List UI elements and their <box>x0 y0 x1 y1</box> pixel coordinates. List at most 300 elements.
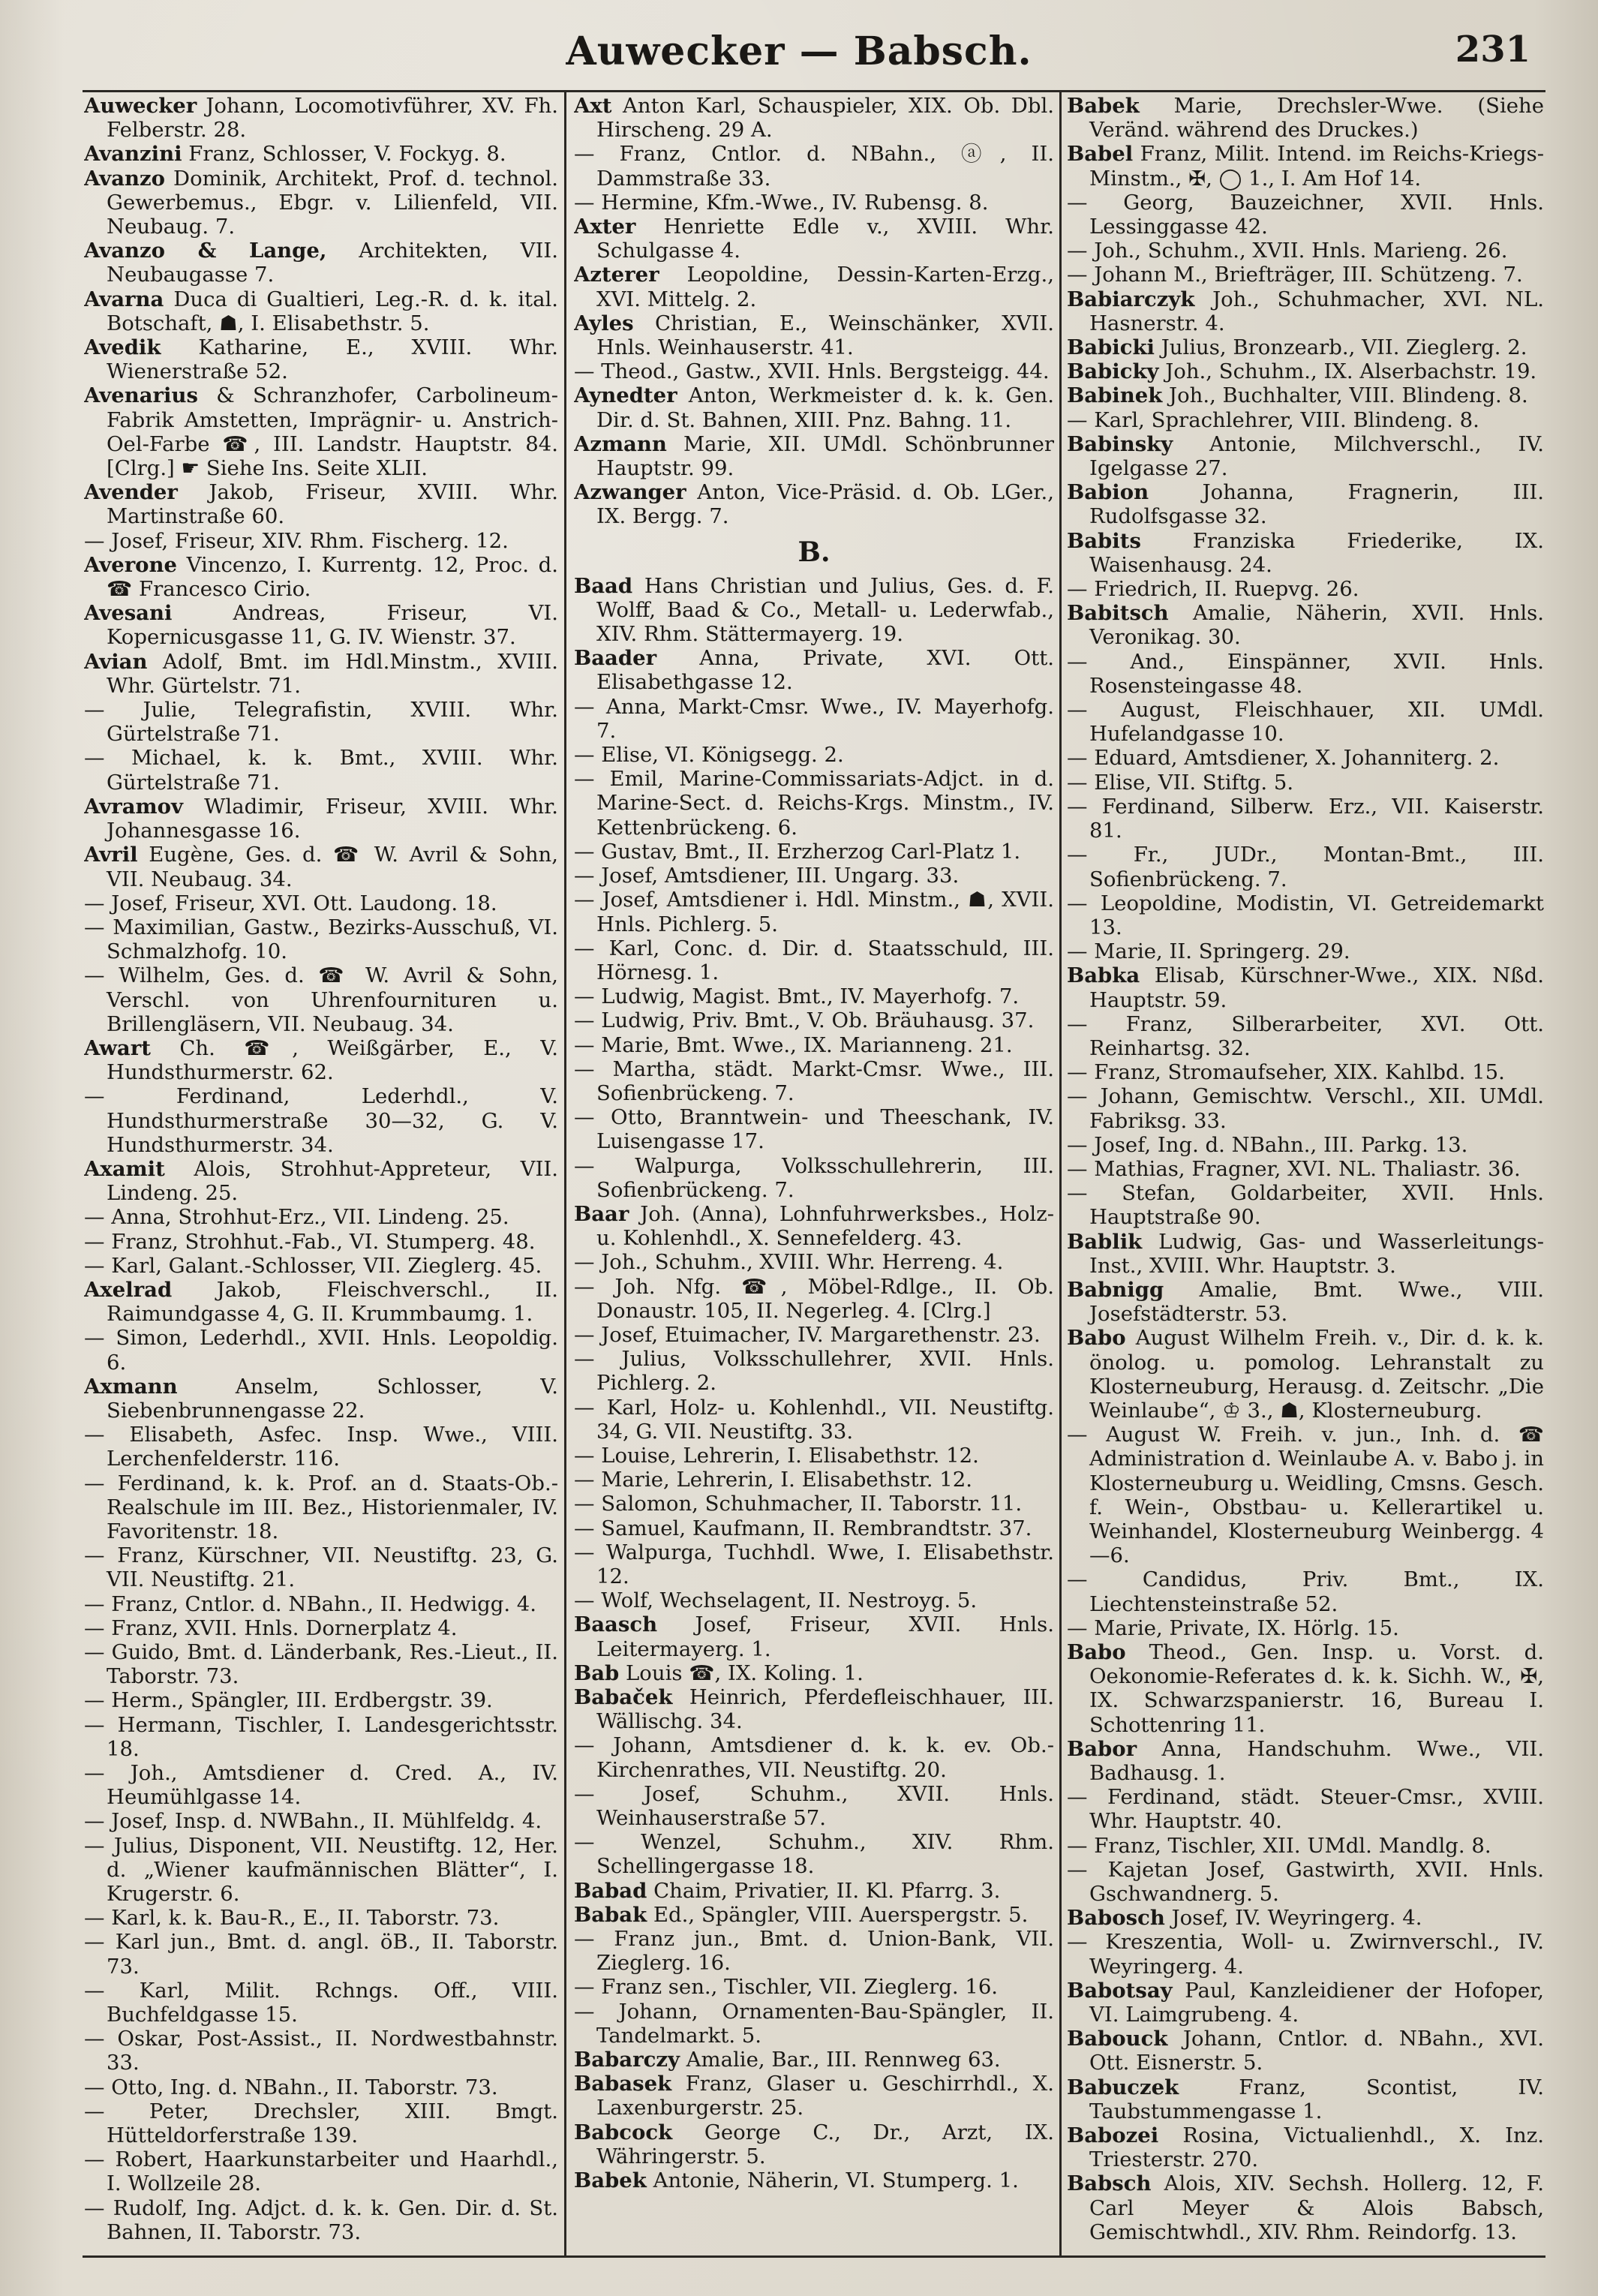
entry-surname: Babak <box>574 1902 647 1927</box>
entry-details: George C., Dr., Arzt, IX. Währingerstr. 5. <box>596 2120 1054 2168</box>
directory-entry <box>574 215 1054 263</box>
entry-details: Joh., Schuhm., IX. Alserbachstr. 19. <box>1158 359 1537 384</box>
entry-details: — Elise, VI. Königsegg. 2. <box>574 743 844 768</box>
directory-entry <box>84 1640 558 1688</box>
entry-surname: Averone <box>84 552 178 577</box>
entry-details: Josef, IV. Weyringerg. 4. <box>1164 1906 1422 1931</box>
directory-entry <box>84 1254 558 1278</box>
directory-entry <box>1067 287 1544 335</box>
directory-entry <box>574 1661 1054 1685</box>
page-header <box>0 15 1598 90</box>
entry-details: Henriette Edle v., XVIII. Whr. Schulgasse 4. <box>596 215 1054 263</box>
directory-entry <box>574 1782 1054 1830</box>
directory-entry <box>84 239 558 287</box>
entry-details: Alois, XIV. Sechsh. Hollerg. 12, F. Carl Meyer & Alois Babsch, Gemischtwhdl., XIV. Rhm. Reindorfg. 13. <box>1089 2171 1544 2244</box>
entry-details: Jakob, Fleischverschl., II. Raimundgasse 4, G. II. Krummbaumg. 1. <box>107 1277 558 1327</box>
directory-entry <box>84 1906 558 1930</box>
entry-details: — Ludwig, Priv. Bmt., V. Ob. Bräuhausg. 37. <box>574 1008 1035 1033</box>
directory-entry <box>574 1612 1054 1660</box>
entry-surname: Babsch <box>1067 2171 1152 2196</box>
entry-details: Franz, Glaser u. Geschirrhdl., X. Laxenburgerstr. 25. <box>596 2072 1054 2120</box>
directory-entry <box>84 2075 558 2099</box>
directory-entry <box>1067 1737 1544 1785</box>
entry-details: — Marie, Bmt. Wwe., IX. Marianneng. 21. <box>574 1032 1013 1057</box>
entry-details: — Elise, VII. Stiftg. 5. <box>1067 770 1294 795</box>
entry-details: — Maximilian, Gastw., Bezirks-Ausschuß, VI. Schmalzhofg. 10. <box>84 915 558 964</box>
entry-surname: Babouck <box>1067 2027 1168 2051</box>
directory-entry <box>574 432 1054 480</box>
entry-details: — Salomon, Schuhmacher, II. Taborstr. 11. <box>574 1492 1023 1516</box>
entry-details: Amalie, Bmt. Wwe., VIII. Josefstädterstr. 53. <box>1089 1277 1544 1327</box>
entry-details: — Karl, Galant.-Schlosser, VII. Zieglerg. 45. <box>84 1253 542 1278</box>
directory-entry <box>84 1326 558 1374</box>
entry-details: — Eduard, Amtsdiener, X. Johanniterg. 2. <box>1067 746 1500 771</box>
header-rule <box>83 90 1545 92</box>
entry-details: — Peter, Drechsler, XIII. Bmgt. Hütteldorferstraße 139. <box>84 2099 558 2148</box>
entry-details: — Stefan, Goldarbeiter, XVII. Hnls. Hauptstraße 90. <box>1067 1181 1544 1230</box>
entry-details: — Joh., Amtsdiener d. Cred. A., IV. Heumühlgasse 14. <box>84 1761 558 1810</box>
directory-entry <box>574 1323 1054 1347</box>
directory-entry <box>1067 1157 1544 1181</box>
entry-details: Alois, Strohhut-Appreteur, VII. Lindeng. 25. <box>107 1156 558 1206</box>
directory-entry <box>84 1543 558 1591</box>
entry-details: Amalie, Näherin, XVII. Hnls. Veronikag. 30. <box>1089 601 1544 650</box>
directory-entry <box>84 1979 558 2027</box>
entry-surname: Baasch <box>574 1612 658 1637</box>
entry-details: — Josef, Ing. d. NBahn., III. Parkg. 13. <box>1067 1132 1468 1157</box>
directory-entry <box>84 2196 558 2244</box>
entry-surname: Babnigg <box>1067 1277 1164 1302</box>
entry-surname: Babad <box>574 1878 647 1903</box>
entry-surname: Baar <box>574 1201 629 1226</box>
entry-details: — Ferdinand, k. k. Prof. an d. Staats-Ob.-Realschule im III. Bez., Historienmaler, IV. Favoritenstr. 18. <box>84 1471 558 1543</box>
directory-entry <box>574 840 1054 864</box>
directory-entry <box>84 1205 558 1229</box>
directory-entry <box>1067 1979 1544 2027</box>
entry-details: — Samuel, Kaufmann, II. Rembrandtstr. 37. <box>574 1516 1032 1540</box>
entry-details: Amalie, Bar., III. Rennweg 63. <box>679 2048 1001 2072</box>
entry-details: Ludwig, Gas- und Wasserleitungs-Inst., XVIII. Whr. Hauptstr. 3. <box>1089 1229 1544 1278</box>
entry-details: Christian, E., Weinschänker, XVII. Hnls. Weinhauserstr. 41. <box>596 311 1054 360</box>
directory-entry <box>574 1830 1054 1878</box>
directory-entry <box>1067 1012 1544 1060</box>
entry-details: — Josef, Amtsdiener, III. Ungarg. 33. <box>574 864 960 888</box>
entry-details: — Josef, Schuhm., XVII. Hnls. Weinhauserstraße 57. <box>574 1781 1054 1831</box>
entry-surname: Baader <box>574 646 657 671</box>
directory-entry <box>574 574 1054 647</box>
directory-entry <box>84 142 558 166</box>
entry-details: — Joh. Nfg. ☎, Möbel-Rdlge., II. Ob. Donaustr. 105, II. Negerleg. 4. [Clrg.] <box>574 1274 1054 1323</box>
entry-details: — Josef, Amtsdiener i. Hdl. Minstm., ☗, XVII. Hnls. Pichlerg. 5. <box>574 888 1054 936</box>
directory-entry <box>574 1105 1054 1153</box>
directory-entry <box>1067 1060 1544 1084</box>
directory-entry <box>574 1879 1054 1903</box>
entry-details: Paul, Kanzleidiener der Hofoper, VI. Laimgrubeng. 4. <box>1089 1978 1544 2027</box>
directory-entry <box>1067 1567 1544 1615</box>
entry-details: Joh. (Anna), Lohnfuhrwerksbes., Holz- u. Kohlenhdl., X. Sennefelderg. 43. <box>596 1201 1054 1251</box>
page-title: Auwecker — Babsch. <box>566 29 1032 74</box>
directory-entry <box>84 94 558 142</box>
directory-entry <box>1067 601 1544 649</box>
entry-details: — Wenzel, Schuhm., XIV. Rhm. Schellingergasse 18. <box>574 1830 1054 1879</box>
directory-entry <box>84 1084 558 1157</box>
directory-entry <box>84 795 558 843</box>
entry-details: — Franz, Kürschner, VII. Neustiftg. 23, G. VII. Neustiftg. 21. <box>84 1543 558 1592</box>
entry-surname: Aynedter <box>574 383 677 408</box>
directory-entry <box>574 1492 1054 1516</box>
directory-entry <box>574 94 1054 142</box>
directory-entry <box>84 746 558 794</box>
directory-entry <box>1067 746 1544 770</box>
directory-entry <box>574 1588 1054 1612</box>
entry-details: — Franz, Cntlor. d. NBahn., II. Hedwigg. 4. <box>84 1591 537 1616</box>
entry-surname: Babicky <box>1067 359 1159 384</box>
directory-entry <box>84 601 558 649</box>
directory-entry <box>1067 142 1544 190</box>
directory-column-3 <box>1067 94 1544 2255</box>
entry-details: — Gustav, Bmt., II. Erzherzog Carl-Platz 1. <box>574 839 1021 864</box>
entry-surname: Babits <box>1067 528 1141 553</box>
column-separator <box>564 90 566 2257</box>
directory-entry <box>574 1444 1054 1468</box>
entry-surname: Babek <box>574 2168 647 2193</box>
directory-entry <box>1067 1616 1544 1640</box>
directory-entry <box>574 263 1054 311</box>
entry-details: — Herm., Spängler, III. Erdbergstr. 39. <box>84 1688 493 1713</box>
entry-details: Theod., Gen. Insp. u. Vorst. d. Oekonomie-Referates d. k. k. Sichh. W., ✠, IX. Schwarzspanierstr. 16, Bureau I. Schottenring 11. <box>1089 1640 1544 1737</box>
entry-details: Louis ☎, IX. Koling. 1. <box>619 1660 864 1685</box>
directory-entry <box>1067 1278 1544 1326</box>
entry-details: — Franz jun., Bmt. d. Union-Bank, VII. Zieglerg. 16. <box>574 1927 1054 1976</box>
entry-details: Josef, Friseur, XVII. Hnls. Leitermayerg. 1. <box>596 1612 1054 1661</box>
entry-surname: Avesani <box>84 601 173 626</box>
entry-details: Elisab, Kürschner-Wwe., XIX. Nßd. Hauptstr. 59. <box>1089 963 1544 1012</box>
entry-details: — Julius, Volksschullehrer, XVII. Hnls. Pichlerg. 2. <box>574 1347 1054 1396</box>
entry-details: Andreas, Friseur, VI. Kopernicusgasse 11, G. IV. Wienstr. 37. <box>107 601 558 650</box>
entry-surname: Avanzo & Lange, <box>84 239 327 263</box>
entry-details: Franz, Milit. Intend. im Reichs-Kriegs-Minstm., ✠, ◯ 1., I. Am Hof 14. <box>1089 142 1544 191</box>
entry-details: Heinrich, Pferdefleischhauer, III. Wällischg. 34. <box>596 1685 1054 1734</box>
entry-details: — Johann M., Briefträger, III. Schützeng. 7. <box>1067 263 1523 287</box>
directory-entry <box>574 1275 1054 1323</box>
entry-details: — Marie, II. Springerg. 29. <box>1067 939 1350 964</box>
entry-details: Anselm, Schlosser, V. Siebenbrunnengasse 22. <box>107 1374 558 1423</box>
directory-entry <box>1067 263 1544 287</box>
entry-details: & Schranzhofer, Carbolineum-Fabrik Amstetten, Imprägnir- u. Anstrich-Oel-Farbe ☎, III. Landstr. Hauptstr. 84. [Clrg.] ☛ Siehe Ins. Seite XLII. <box>107 383 558 481</box>
directory-entry <box>574 1154 1054 1202</box>
entry-details: — Ludwig, Magist. Bmt., IV. Mayerhofg. 7. <box>574 984 1020 1009</box>
entry-surname: Avanzini <box>84 142 182 167</box>
entry-surname: Axter <box>574 215 636 239</box>
directory-entry <box>1067 1133 1544 1157</box>
directory-entry <box>84 1761 558 1809</box>
entry-details: — Oskar, Post-Assist., II. Nordwestbahnstr. 33. <box>84 2027 558 2075</box>
entry-details: Joh., Schuhmacher, XVI. NL. Hasnerstr. 4. <box>1089 287 1544 335</box>
entry-details: Hans Christian und Julius, Ges. d. F. Wolff, Baad & Co., Metall- u. Lederwfab., XIV. Rhm. Stättermayerg. 19. <box>596 573 1054 647</box>
directory-entry <box>1067 432 1544 480</box>
entry-details: Anna, Private, XVI. Ott. Elisabethgasse 12. <box>596 646 1054 695</box>
entry-details: Johanna, Fragnerin, III. Rudolfsgasse 32. <box>1089 480 1544 529</box>
entry-details: — Michael, k. k. Bmt., XVIII. Whr. Gürtelstraße 71. <box>84 746 558 795</box>
entry-details: Ch. ☎, Weißgärber, E., V. Hundsthurmerstr. 62. <box>107 1035 558 1085</box>
directory-entry <box>574 1733 1054 1781</box>
directory-entry <box>84 1688 558 1712</box>
directory-entry <box>84 1375 558 1423</box>
column-separator <box>1059 90 1062 2257</box>
entry-surname: Babasek <box>574 2072 672 2096</box>
directory-entry <box>1067 408 1544 432</box>
directory-entry <box>84 963 558 1036</box>
directory-entry <box>1067 1785 1544 1833</box>
directory-entry <box>84 1278 558 1326</box>
entry-surname: Bablik <box>1067 1229 1143 1254</box>
directory-entry <box>84 2099 558 2147</box>
directory-entry <box>1067 1181 1544 1229</box>
entry-details: — Johann, Ornamenten-Bau-Spängler, II. Tandelmarkt. 5. <box>574 1999 1054 2048</box>
entry-details: — Georg, Bauzeichner, XVII. Hnls. Lessinggasse 42. <box>1067 190 1544 239</box>
directory-entry <box>1067 650 1544 698</box>
directory-entry <box>84 915 558 963</box>
entry-details: — Kajetan Josef, Gastwirth, XVII. Hnls. Gschwandnerg. 5. <box>1067 1857 1544 1907</box>
directory-entry <box>84 383 558 480</box>
entry-details: — Fr., JUDr., Montan-Bmt., III. Sofienbrückeng. 7. <box>1067 843 1544 891</box>
entry-details: — Louise, Lehrerin, I. Elisabethstr. 12. <box>574 1443 979 1468</box>
directory-entry <box>1067 939 1544 963</box>
directory-entry <box>84 698 558 746</box>
directory-entry <box>1067 577 1544 601</box>
entry-details: — Wolf, Wechselagent, II. Nestroyg. 5. <box>574 1588 978 1613</box>
directory-entry <box>574 695 1054 743</box>
entry-surname: Axmann <box>84 1374 178 1399</box>
directory-entry <box>84 1471 558 1544</box>
directory-entry <box>1067 2075 1544 2123</box>
entry-details: Marie, Drechsler-Wwe. (Siehe Veränd. während des Druckes.) <box>1089 94 1544 143</box>
directory-entry <box>1067 795 1544 843</box>
entry-details: Franziska Friederike, IX. Waisenhausg. 24. <box>1089 528 1544 577</box>
entry-details: — Julius, Disponent, VII. Neustiftg. 12, Her. d. „Wiener kaufmännischen Blätter“, I. Krugerstr. 6. <box>84 1833 558 1907</box>
directory-column-2 <box>574 94 1054 2255</box>
entry-surname: Babo <box>1067 1326 1126 1351</box>
directory-entry <box>84 287 558 335</box>
directory-entry <box>574 359 1054 383</box>
directory-entry <box>1067 1640 1544 1737</box>
directory-entry <box>574 311 1054 359</box>
directory-entry <box>84 891 558 915</box>
directory-entry <box>1067 1906 1544 1930</box>
directory-entry <box>1067 1230 1544 1278</box>
entry-details: — Franz, Cntlor. d. NBahn., ⓐ, II. Dammstraße 33. <box>574 142 1054 191</box>
entry-details: — Leopoldine, Modistin, VI. Getreidemarkt 13. <box>1067 891 1544 939</box>
directory-entry <box>1067 383 1544 407</box>
directory-entry <box>84 1157 558 1205</box>
entry-surname: Babinsky <box>1067 431 1173 456</box>
directory-entry <box>84 167 558 239</box>
entry-details: Dominik, Architekt, Prof. d. technol. Gewerbemus., Ebgr. v. Lilienfeld, VII. Neubaug. 7. <box>107 166 558 239</box>
entry-details: — Karl jun., Bmt. d. angl. öB., II. Taborstr. 73. <box>84 1930 558 1979</box>
entry-surname: Babarczy <box>574 2048 680 2072</box>
directory-entry <box>574 1468 1054 1492</box>
entry-details: August Wilhelm Freih. v., Dir. d. k. k. önolog. u. pomolog. Lehranstalt zu Klosterneuburg, Herausg. d. Zeitschr. „Die Weinlaube“, ♔ 3., ☗, Klosterneuburg. <box>1089 1326 1544 1423</box>
entry-details: Anton Karl, Schauspieler, XIX. Ob. Dbl. Hirscheng. 29 A. <box>596 94 1054 143</box>
entry-details: Adolf, Bmt. im Hdl.Minstm., XVIII. Whr. Gürtelstr. 71. <box>107 649 558 698</box>
directory-entry <box>574 2000 1054 2048</box>
directory-entry <box>574 1516 1054 1540</box>
entry-surname: Avarna <box>84 287 164 311</box>
page-number: 231 <box>1455 29 1530 71</box>
entry-details: — Josef, Friseur, XVI. Ott. Laudong. 18. <box>84 891 497 915</box>
entry-details: — Joh., Schuhm., XVIII. Whr. Herreng. 4. <box>574 1250 1004 1275</box>
entry-details: — Josef, Friseur, XIV. Rhm. Fischerg. 12. <box>84 528 509 553</box>
directory-entry <box>1067 2123 1544 2171</box>
directory-entry <box>1067 963 1544 1011</box>
directory-entry <box>1067 191 1544 239</box>
entry-surname: Babozei <box>1067 2123 1159 2148</box>
entry-details: Johann, Locomotivführer, XV. Fh. Felberstr. 28. <box>107 94 558 143</box>
directory-entry <box>574 743 1054 767</box>
entry-details: Franz, Scontist, IV. Taubstummengasse 1. <box>1089 2075 1544 2123</box>
entry-details: — August W. Freih. v. jun., Inh. d. ☎ Administration d. Weinlaube A. v. Babo j. in Klosterneuburg u. Weidling, Cmsns. Gesch. f. Wein-, Obstbau- u. Kellerartikel u. Weinhandel, Klosterneuburg Weinbergg. 4—6. <box>1067 1423 1544 1568</box>
entry-details: — Anna, Markt-Cmsr. Wwe., IV. Mayerhofg. 7. <box>574 694 1054 743</box>
directory-entry <box>574 2072 1054 2120</box>
entry-details: — Friedrich, II. Ruepvg. 26. <box>1067 577 1359 602</box>
directory-entry <box>1067 1084 1544 1132</box>
directory-entry <box>1067 1326 1544 1423</box>
entry-details: — Karl, k. k. Bau-R., E., II. Taborstr. 73. <box>84 1906 500 1931</box>
entry-surname: Avedik <box>84 335 161 360</box>
entry-details: — Kreszentia, Woll- u. Zwirnverschl., IV. Weyringerg. 4. <box>1067 1930 1544 1979</box>
entry-surname: Babicki <box>1067 335 1155 360</box>
directory-entry <box>574 1903 1054 1927</box>
directory-entry <box>1067 94 1544 142</box>
entry-details: Katharine, E., XVIII. Whr. Wienerstraße 52. <box>107 335 558 384</box>
directory-entry <box>84 1036 558 1084</box>
entry-details: — Karl, Holz- u. Kohlenhdl., VII. Neustiftg. 34, G. VII. Neustiftg. 33. <box>574 1395 1054 1444</box>
entry-details: — Ferdinand, städt. Steuer-Cmsr., XVIII. Whr. Hauptstr. 40. <box>1067 1785 1544 1834</box>
directory-entry <box>574 1008 1054 1032</box>
directory-entry <box>84 1930 558 1978</box>
directory-entry <box>1067 2027 1544 2075</box>
directory-entry <box>84 843 558 891</box>
directory-entry <box>574 888 1054 936</box>
entry-details: — Theod., Gastw., XVII. Hnls. Bergsteigg. 44. <box>574 359 1050 384</box>
entry-details: — Joh., Schuhm., XVII. Hnls. Marieng. 26. <box>1067 239 1508 263</box>
directory-entry <box>1067 1930 1544 1978</box>
entry-details: — Walpurga, Volksschullehrerin, III. Sofienbrückeng. 7. <box>574 1153 1054 1202</box>
directory-entry <box>1067 698 1544 746</box>
entry-details: Anton, Werkmeister d. k. k. Gen. Dir. d. St. Bahnen, XIII. Pnz. Bahng. 11. <box>596 383 1054 432</box>
directory-entry <box>574 1250 1054 1274</box>
entry-details: Rosina, Victualienhdl., X. Inz. Triesterstr. 270. <box>1089 2123 1544 2172</box>
directory-entry <box>574 1347 1054 1395</box>
directory-entry <box>574 2168 1054 2192</box>
entry-surname: Avramov <box>84 794 183 819</box>
directory-entry <box>574 1033 1054 1057</box>
directory-entry <box>574 646 1054 694</box>
entry-surname: Babaček <box>574 1685 673 1709</box>
entry-details: Marie, XII. UMdl. Schönbrunner Hauptstr. 99. <box>596 431 1054 481</box>
entry-surname: Babek <box>1067 94 1140 118</box>
directory-entry <box>1067 771 1544 795</box>
entry-details: — Franz, Silberarbeiter, XVI. Ott. Reinhartsg. 32. <box>1067 1011 1544 1060</box>
section-heading: B. <box>797 536 831 568</box>
entry-surname: Azterer <box>574 263 659 287</box>
entry-surname: Awart <box>84 1035 151 1060</box>
directory-entry <box>574 383 1054 431</box>
entry-details: — Franz, Tischler, XII. UMdl. Mandlg. 8. <box>1067 1833 1491 1858</box>
directory-entry <box>1067 891 1544 939</box>
entry-details: — Emil, Marine-Commissariats-Adjct. in d. Marine-Sect. d. Reichs-Krgs. Minstm., IV. Kettenbrückeng. 6. <box>574 767 1054 840</box>
directory-entry <box>574 1975 1054 1999</box>
directory-entry <box>84 1423 558 1471</box>
entry-details: — Walpurga, Tuchhdl. Wwe, I. Elisabethstr. 12. <box>574 1540 1054 1588</box>
directory-column-1 <box>84 94 558 2255</box>
entry-details: — Josef, Etuimacher, IV. Margarethenstr. 23. <box>574 1322 1041 1347</box>
entry-details: Jakob, Friseur, XVIII. Whr. Martinstraße 60. <box>107 480 558 529</box>
directory-entry <box>1067 239 1544 263</box>
entry-details: — Hermann, Tischler, I. Landesgerichtsstr. 18. <box>84 1712 558 1761</box>
entry-details: Duca di Gualtieri, Leg.-R. d. k. ital. Botschaft, ☗, I. Elisabethstr. 5. <box>107 287 558 335</box>
entry-details: Johann, Cntlor. d. NBahn., XVI. Ott. Eisnerstr. 5. <box>1089 2027 1544 2075</box>
directory-entry <box>1067 2171 1544 2244</box>
directory-entry <box>574 1396 1054 1444</box>
entry-surname: Avanzo <box>84 166 165 191</box>
entry-details: — Guido, Bmt. d. Länderbank, Res.-Lieut., II. Taborstr. 73. <box>84 1640 558 1689</box>
entry-details: — Simon, Lederhdl., XVII. Hnls. Leopoldig. 6. <box>84 1326 558 1375</box>
entry-details: — Elisabeth, Asfec. Insp. Wwe., VIII. Lerchenfelderstr. 116. <box>84 1423 558 1471</box>
entry-details: — Ferdinand, Lederhdl., V. Hundsthurmerstraße 30—32, G. V. Hundsthurmerstr. 34. <box>84 1084 558 1157</box>
directory-entry <box>574 1057 1054 1105</box>
directory-entry <box>574 1927 1054 1975</box>
directory-entry <box>84 1592 558 1616</box>
directory-entry <box>574 480 1054 528</box>
directory-entry <box>1067 1858 1544 1906</box>
directory-entry <box>84 1834 558 1907</box>
directory-entry <box>574 2048 1054 2072</box>
entry-surname: Axt <box>574 94 612 118</box>
directory-entry <box>84 2027 558 2075</box>
directory-entry <box>574 864 1054 888</box>
directory-entry <box>84 650 558 698</box>
entry-details: — Johann, Amtsdiener d. k. k. ev. Ob.-Kirchenrathes, VII. Neustiftg. 20. <box>574 1733 1054 1782</box>
entry-details: — August, Fleischhauer, XII. UMdl. Hufelandgasse 10. <box>1067 698 1544 747</box>
directory-entry <box>574 984 1054 1008</box>
entry-details: — Marie, Lehrerin, I. Elisabethstr. 12. <box>574 1468 972 1492</box>
entry-surname: Avian <box>84 649 148 674</box>
entry-surname: Avender <box>84 480 178 505</box>
entry-details: — And., Einspänner, XVII. Hnls. Rosensteingasse 48. <box>1067 649 1544 698</box>
directory-entry <box>1067 480 1544 528</box>
directory-entry <box>84 2147 558 2195</box>
entry-details: — Franz, Stromaufseher, XIX. Kahlbd. 15. <box>1067 1060 1505 1085</box>
directory-entry <box>1067 335 1544 359</box>
directory-entry <box>84 480 558 528</box>
entry-surname: Babka <box>1067 963 1140 988</box>
entry-details: — Johann, Gemischtw. Verschl., XII. UMdl. Fabriksg. 33. <box>1067 1084 1544 1133</box>
entry-details: — Josef, Insp. d. NWBahn., II. Mühlfeldg. 4. <box>84 1809 542 1834</box>
entry-details: Franz, Schlosser, V. Fockyg. 8. <box>182 142 506 167</box>
entry-details: — Karl, Conc. d. Dir. d. Staatsschuld, III. Hörnesg. 1. <box>574 936 1054 984</box>
entry-details: — Martha, städt. Markt-Cmsr. Wwe., III. Sofienbrückeng. 7. <box>574 1056 1054 1105</box>
directory-entry <box>574 191 1054 215</box>
directory-entry <box>84 1809 558 1833</box>
entry-surname: Babo <box>1067 1640 1126 1664</box>
entry-surname: Babitsch <box>1067 601 1169 626</box>
directory-entry <box>1067 1423 1544 1567</box>
entry-details: Leopoldine, Dessin-Karten-Erzg., XVI. Mittelg. 2. <box>596 263 1054 311</box>
entry-details: Eugène, Ges. d. ☎ W. Avril & Sohn, VII. Neubaug. 34. <box>107 843 558 891</box>
entry-surname: Babcock <box>574 2120 673 2144</box>
entry-surname: Bab <box>574 1660 620 1685</box>
